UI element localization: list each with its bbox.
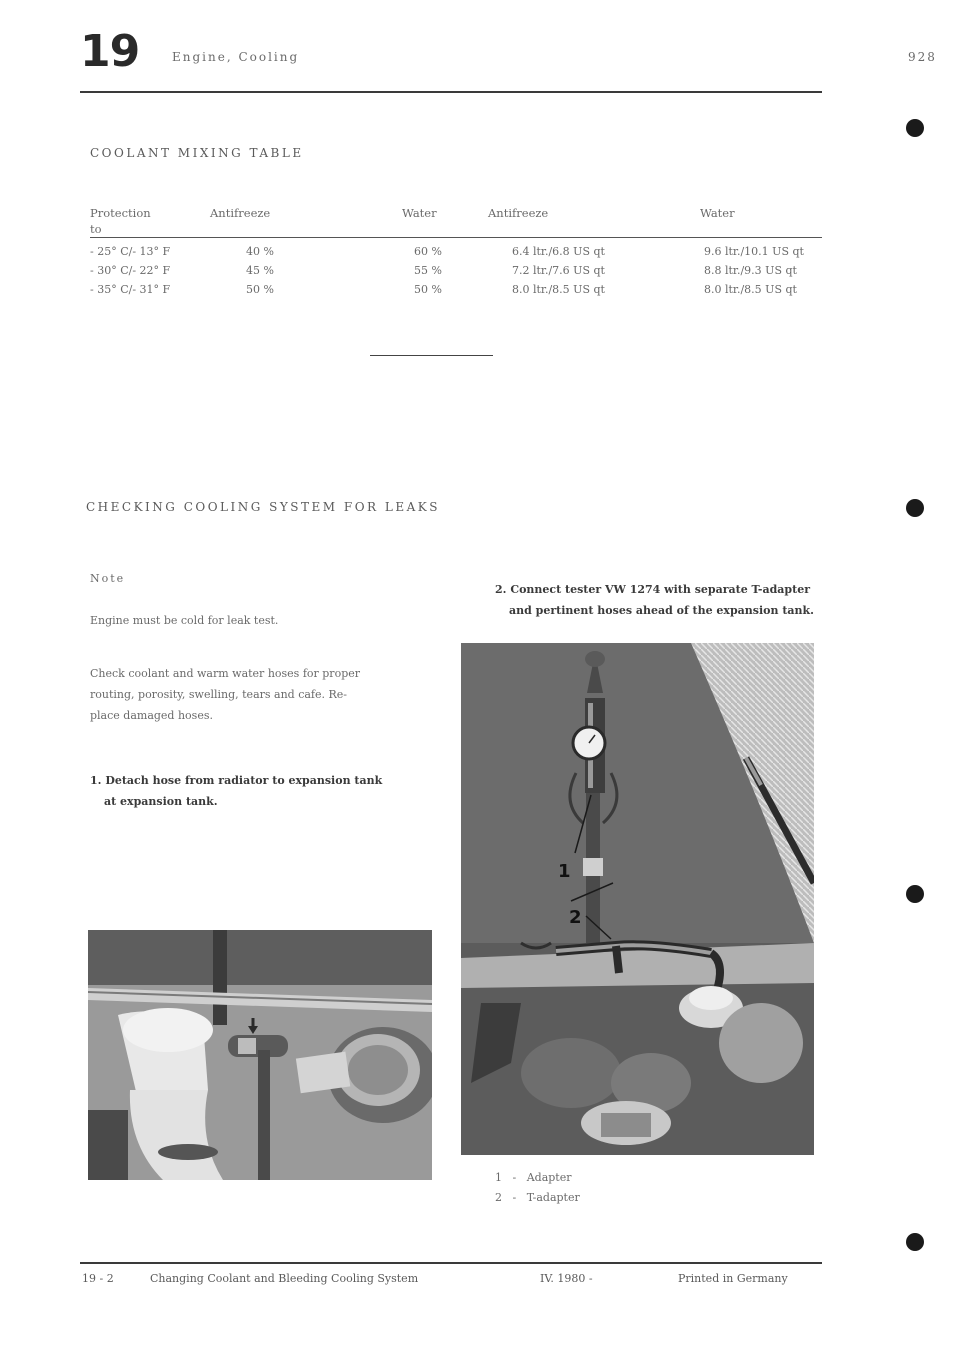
table-cell: 60 % — [414, 245, 442, 258]
table-cell: 8.0 ltr./8.5 US qt — [512, 283, 605, 296]
legend-number: 2 — [495, 1191, 502, 1204]
table-cell: 6.4 ltr./6.8 US qt — [512, 245, 605, 258]
photo-legend — [495, 1168, 580, 1208]
header-rule — [80, 91, 822, 93]
step-line: 2. Connect tester VW 1274 with separate T-adapter — [495, 583, 810, 596]
column-header: Water — [402, 206, 437, 220]
legend-item — [495, 1188, 580, 1208]
step-2 — [495, 579, 835, 621]
chapter-title: Engine, Cooling — [172, 50, 300, 64]
table-cell: 7.2 ltr./7.6 US qt — [512, 264, 605, 277]
step-line: 1. Detach hose from radiator to expansion tank — [90, 774, 383, 787]
legend-number: 1 — [495, 1171, 502, 1184]
table-cell: - 25° C/- 13° F — [90, 245, 171, 258]
column-header: Protection — [90, 206, 151, 220]
step-1 — [90, 770, 430, 812]
legend-separator: - — [505, 1191, 524, 1204]
column-header: Antifreeze — [488, 206, 549, 220]
table-cell: 50 % — [246, 283, 274, 296]
note-text: Engine must be cold for leak test. — [90, 614, 279, 627]
footer-rule — [80, 1262, 822, 1264]
legend-label: Adapter — [526, 1171, 572, 1184]
binder-hole-mark — [906, 885, 924, 903]
column-header: Antifreeze — [210, 206, 271, 220]
expansion-tank-photo — [88, 930, 432, 1180]
legend-separator: - — [505, 1171, 524, 1184]
step-line: and pertinent hoses ahead of the expansion tank. — [509, 604, 814, 617]
callout-2: 2 — [569, 907, 582, 928]
table-cell: - 30° C/- 22° F — [90, 264, 171, 277]
column-subheader: to — [90, 222, 102, 236]
table-cell: 8.0 ltr./8.5 US qt — [704, 283, 797, 296]
section-title-coolant-table: COOLANT MIXING TABLE — [90, 146, 304, 160]
table-cell: 55 % — [414, 264, 442, 277]
footer-date: IV. 1980 - — [540, 1272, 593, 1285]
table-cell: 40 % — [246, 245, 274, 258]
callout-1: 1 — [558, 861, 571, 882]
footer-printed: Printed in Germany — [678, 1272, 788, 1285]
page-number: 19 - 2 — [82, 1272, 114, 1285]
footer-title: Changing Coolant and Bleeding Cooling System — [150, 1272, 419, 1285]
chapter-number: 19 — [80, 26, 140, 77]
paragraph-line: routing, porosity, swelling, tears and cafe. Re- — [90, 688, 348, 701]
cooling-system-tester-photo — [461, 643, 814, 1155]
table-cell: 9.6 ltr./10.1 US qt — [704, 245, 804, 258]
table-cell: - 35° C/- 31° F — [90, 283, 171, 296]
step-line: at expansion tank. — [104, 795, 218, 808]
section-divider — [370, 355, 493, 356]
legend-label: T-adapter — [526, 1191, 580, 1204]
inspection-paragraph — [90, 663, 430, 726]
section-title-leak-check: CHECKING COOLING SYSTEM FOR LEAKS — [86, 500, 440, 514]
binder-hole-mark — [906, 1233, 924, 1251]
table-rule — [90, 237, 822, 238]
binder-hole-mark — [906, 499, 924, 517]
paragraph-line: Check coolant and warm water hoses for proper — [90, 667, 360, 680]
table-cell: 45 % — [246, 264, 274, 277]
model-number: 928 — [908, 50, 937, 64]
column-header: Water — [700, 206, 735, 220]
binder-hole-mark — [906, 119, 924, 137]
legend-item — [495, 1168, 580, 1188]
note-heading: Note — [90, 572, 126, 585]
table-cell: 50 % — [414, 283, 442, 296]
table-cell: 8.8 ltr./9.3 US qt — [704, 264, 797, 277]
paragraph-line: place damaged hoses. — [90, 709, 213, 722]
